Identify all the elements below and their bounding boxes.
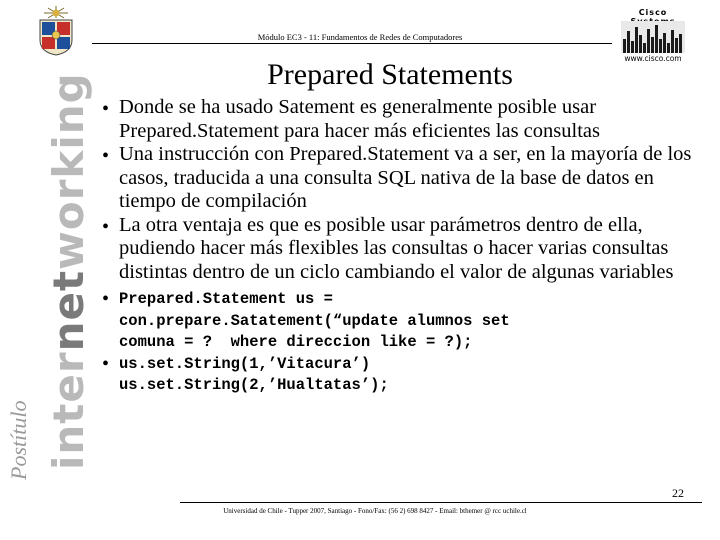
bullet-list bbox=[96, 96, 696, 397]
bullet-text: La otra ventaja es que es posible usar parámetros dentro de ella, pudiendo hacer más flexibles las consultas o hacer varias consultas distintas dentro de un ciclo cambiando el valor de algunas variables bbox=[119, 213, 674, 283]
bullet-item bbox=[96, 143, 696, 214]
footer-divider bbox=[180, 502, 702, 503]
bullet-item bbox=[96, 214, 696, 285]
bullet-dot-icon: • bbox=[102, 215, 110, 238]
bullet-item bbox=[96, 96, 696, 143]
bullet-dot-icon: • bbox=[102, 352, 110, 375]
header-divider bbox=[92, 43, 612, 44]
cisco-website-url: www.cisco.com bbox=[624, 54, 682, 63]
cisco-logo bbox=[620, 8, 686, 66]
wordmark-net: net bbox=[44, 269, 93, 352]
course-header-caption: Módulo EC3 - 11: Fundamentos de Redes de Computadores bbox=[257, 32, 463, 42]
footer-caption: Universidad de Chile - Tupper 2007, Santiago - Fono/Fax: (56 2) 698 8427 - Email: bthemer @ rcc uchile.cl bbox=[223, 507, 527, 515]
code-bullet-item bbox=[96, 289, 696, 354]
cisco-city-skyline-icon bbox=[621, 21, 685, 53]
university-crest-icon bbox=[34, 4, 78, 56]
bullet-dot-icon: • bbox=[102, 98, 110, 120]
bullet-dot-icon: • bbox=[102, 288, 110, 310]
wordmark-inter: inter bbox=[44, 351, 93, 470]
bullet-text: Donde se ha usado Satement es generalmente posible usar Prepared.Statement para hacer más eficientes las consultas bbox=[119, 96, 600, 142]
code-snippet: us.set.String(1,’Vitacura’) us.set.String(2,’Hualtatas’); bbox=[119, 354, 389, 394]
bullet-dot-icon: • bbox=[102, 145, 110, 167]
wordmark-working: working bbox=[44, 72, 93, 270]
bullet-text: Una instrucción con Prepared.Statement va a ser, en la mayoría de los casos, traducida a una consulta SQL nativa de la base de datos en tiempo de compilación bbox=[119, 143, 692, 212]
code-bullet-item bbox=[96, 354, 696, 397]
page-number: 22 bbox=[672, 486, 684, 500]
cisco-brand-name: Cisco bbox=[638, 8, 668, 17]
code-snippet: Prepared.Statement us = con.prepare.Satatement(“update alumnos set comuna = ? where direccion like = ?); bbox=[119, 290, 510, 351]
internetworking-wordmark bbox=[44, 72, 93, 470]
postitulo-label: Postítulo bbox=[6, 400, 31, 480]
slide-title: Prepared Statements bbox=[267, 58, 513, 91]
